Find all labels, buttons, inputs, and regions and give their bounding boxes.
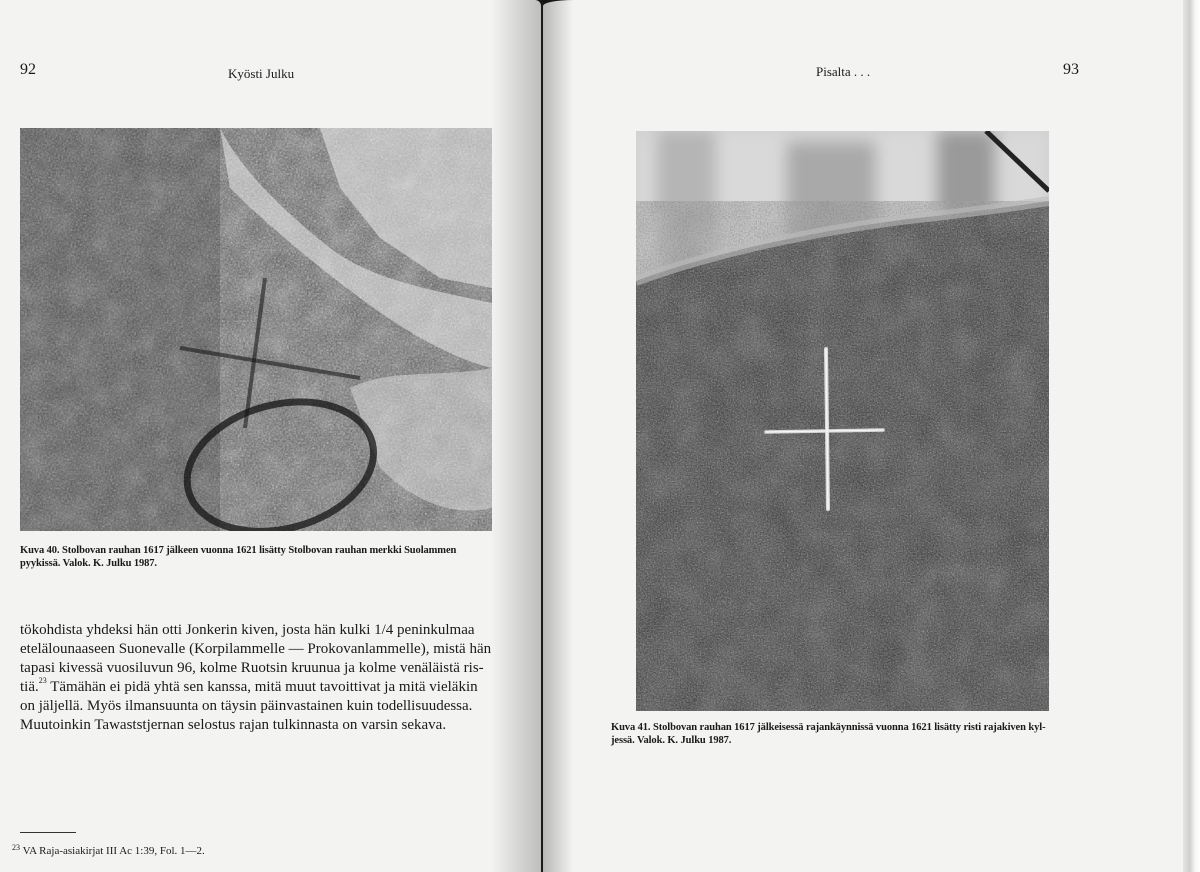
body-line: etelälounaaseen Suonevalle (Korpilammelle — Prokovanlammelle), mistä hän	[20, 641, 492, 657]
body-line: Muutoinkin Tawaststjernan selostus rajan tulkinnasta on varsin sekava.	[20, 717, 447, 733]
body-paragraph	[20, 621, 500, 735]
left-page	[0, 0, 541, 872]
body-line-with-footnote	[20, 678, 500, 697]
caption-line: Kuva 41. Stolbovan rauhan 1617 jälkeisessä rajankäynnissä vuonna 1621 lisätty risti rajakiven kyl-	[611, 722, 1046, 733]
caption-line: Kuva 40. Stolbovan rauhan 1617 jälkeen vuonna 1621 lisätty Stolbovan rauhan merkki Suolammen	[20, 545, 457, 556]
gutter-shadow	[543, 0, 573, 872]
running-head: Kyösti Julku	[228, 66, 295, 81]
rock-carving-photo	[20, 128, 492, 531]
figure-caption	[20, 544, 500, 570]
footnote-number: 23	[12, 843, 20, 852]
rock-photo-image	[20, 128, 492, 531]
footnote-reference[interactable]: 23	[38, 676, 47, 685]
caption-line: jessä. Valok. K. Julku 1987.	[611, 735, 732, 746]
footnote-text: VA Raja-asiakirjat III Ac 1:39, Fol. 1—2.	[22, 845, 205, 857]
body-line: tapasi kivessä vuosiluvun 96, kolme Ruotsin kruunua ja kolme venäläistä ris-	[20, 660, 484, 676]
footnote	[12, 845, 205, 857]
body-line: tökohdista yhdeksi hän otti Jonkerin kiven, josta hän kulki 1/4 peninkulmaa	[20, 622, 475, 638]
body-line: on jäljellä. Myös ilmansuunta on täysin päinvastainen kuin todellisuudessa.	[20, 698, 473, 714]
footnote-rule	[20, 832, 76, 833]
figure-caption	[611, 721, 1091, 747]
running-head: Pisalta . . .	[816, 64, 871, 79]
right-page	[543, 0, 1183, 872]
body-line-part: tiä.	[20, 679, 39, 695]
rock-cross-image	[636, 131, 1049, 711]
cross-carving-photo	[636, 131, 1049, 711]
gutter-shadow	[491, 0, 541, 872]
body-line-part: Tämähän ei pidä yhtä sen kanssa, mitä muut tavoittivat ja mitä vieläkin	[46, 679, 478, 695]
page-edge	[1183, 0, 1200, 872]
page-number: 93	[1063, 61, 1079, 78]
page-number: 92	[20, 61, 36, 78]
caption-line: pyykissä. Valok. K. Julku 1987.	[20, 558, 157, 569]
